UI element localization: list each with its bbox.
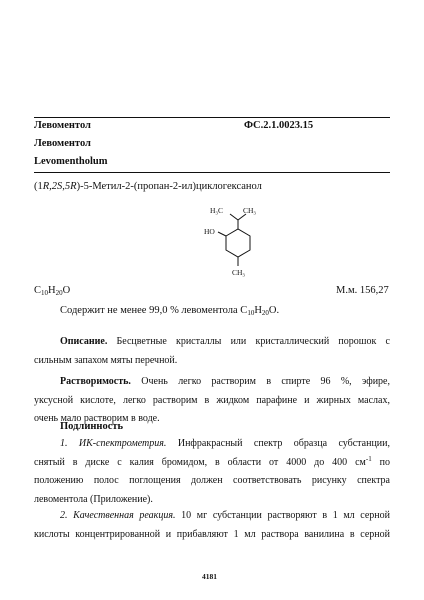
- qualitative-section: 2. Качественная реакция. 10 мг субстанции растворяют в 1 мл серной кислоты концентрированной и прибавляют 1 мл раствора ванилина в серной: [34, 510, 390, 540]
- identity-title: Подлинность: [60, 421, 124, 432]
- iupac-config: R,2S,5R: [42, 181, 77, 192]
- label-ho: HO: [204, 227, 215, 236]
- page-number: 4181: [202, 572, 217, 581]
- label-ch3-top: CH₃: [243, 206, 257, 215]
- iupac-rest: )-5-Метил-2-(пропан-2-ил)циклогексанол: [76, 181, 262, 192]
- ir-section: 1. ИК-спектрометрия. Инфракрасный спектр образца субстанции, снятый в диске с калия бромидом, в области от 4000 до 400 $см^{-1}$ по положению полос поглощения должен соответствовать рисунку спектра левоментола (Приложение).: [34, 438, 391, 505]
- iupac-name: [34, 178, 262, 197]
- header-name-latin: Levomentholum: [34, 156, 108, 167]
- solubility-section: Растворимость. Очень легко растворим в спирте 96 %, эфире, уксусной кислоте, легко растворим в жидком парафине и жирных маслах, очень мало растворим в воде.: [34, 376, 390, 424]
- content-statement: Содержит не менее 99,0 % левоментола $C_{10}H_{20}O$.: [60, 305, 280, 317]
- levomenthol-structure: [196, 200, 286, 280]
- molar-mass: М.м. 156,27: [336, 285, 389, 296]
- label-ch3-bottom: CH₃: [232, 268, 246, 277]
- description-section: Описание. Бесцветные кристаллы или кристаллический порошок с сильным запахом мяты перечной.: [34, 336, 390, 366]
- header-name-ru-2: Левоментол: [34, 138, 91, 149]
- header-bottom-rule: [34, 172, 390, 173]
- molecular-formula: $C_{10}H_{20}O$: [34, 285, 71, 297]
- label-h3c: H₃C: [210, 206, 224, 215]
- header-top-rule: [34, 117, 390, 118]
- iupac-prefix: (1: [34, 181, 43, 192]
- solubility-title: Растворимость.: [60, 376, 131, 387]
- ir-title: ИК-спектрометрия.: [67, 438, 167, 449]
- header-doc-code: ФС.2.1.0023.15: [244, 120, 314, 131]
- header-name-ru: Левоментол: [34, 120, 91, 131]
- qual-title: Качественная реакция.: [67, 510, 176, 521]
- description-title: Описание.: [60, 336, 108, 347]
